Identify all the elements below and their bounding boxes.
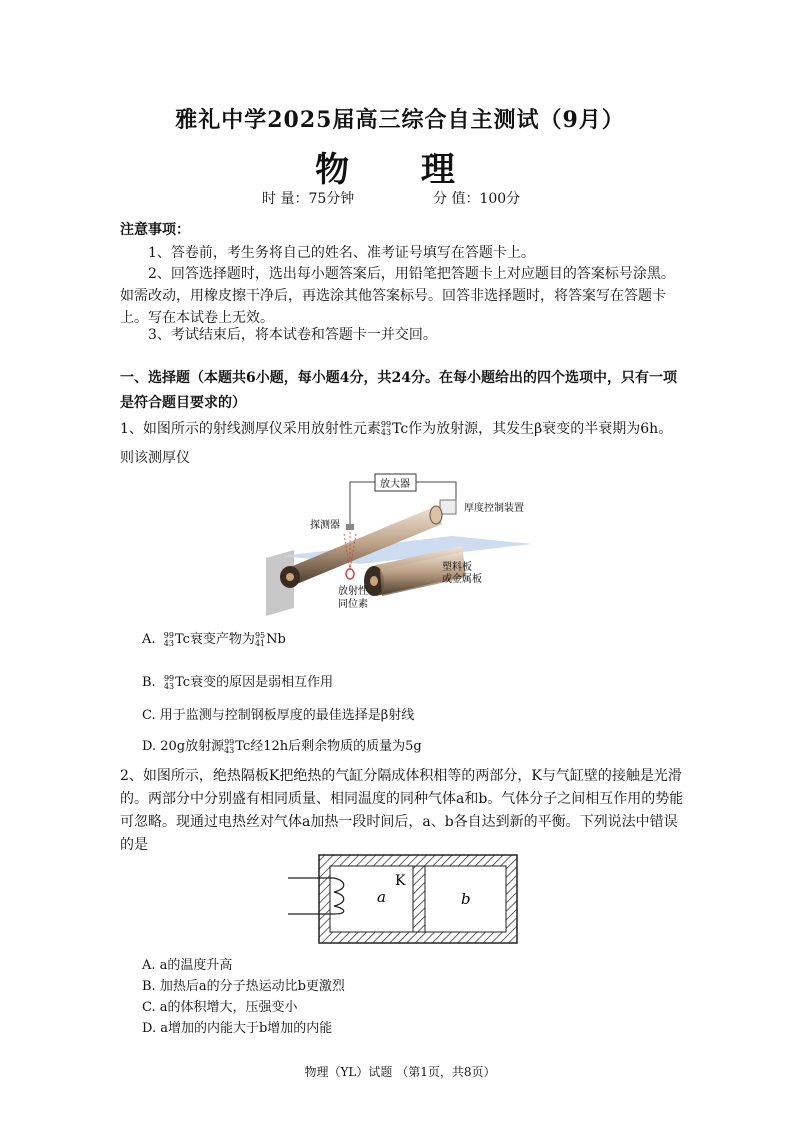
label-b: b [461,890,471,908]
wire-detector [350,482,375,525]
label-k: K [395,873,406,889]
question-2-stem: 2、如图所示，绝热隔板K把绝热的气缸分隔成体积相等的两部分，K与气缸壁的接触是光滑的。两部分中分别盛有相同质量、相同温度的同种气体a和b。气体分子之间相互作用的势能可忽略。现通过电热丝对气体a加热一段时间后，a、b各自达到新的平衡。下列说法中错误的是 [120,768,684,853]
q2-option-d: D. a增加的内能大于b增加的内能 [142,1021,333,1036]
notes-item-2: 2、回答选择题时，选出每小题答案后，用铅笔把答题卡上对应题目的答案标号涂黑。如需改动，用橡皮擦干净后，再选涂其他答案标号。回答非选择题时，将答案写在答题卡上。写在本试卷上无效。 [120,266,675,326]
page-footer: 物理（YL）试题 （第1页，共8页） [304,1065,496,1079]
q2-option-c: C. a的体积增大，压强变小 [142,1000,298,1015]
notes-item-1: 1、答卷前，考生务将自己的姓名、准考证号填写在答题卡上。 [148,245,535,261]
q1-option-c: C. 用于监测与控制钢板厚度的最佳选择是β射线 [142,708,415,723]
plate-label-1: 塑料板 [442,562,472,573]
exam-duration: 时 量：75分钟 [262,191,355,207]
source-label-1: 放射性 [338,586,368,597]
controller-label: 厚度控制装置 [464,503,524,514]
notes-item-3: 3、考试结束后，将本试卷和答题卡一并交回。 [148,327,437,343]
exam-title: 雅礼中学2025届高三综合自主测试（9月） [175,107,625,133]
isotope-tc: 99 43 [380,420,392,437]
controller-box [440,500,456,514]
detector-icon [346,524,354,530]
notes-heading: 注意事项： [120,222,190,238]
source-icon [346,569,354,579]
source-label-2: 同位素 [338,599,368,610]
section-1-heading: 一、选择题（本题共6小题，每小题4分，共24分。在每小题给出的四个选项中，只有一项是符合题目要求的） [120,370,677,411]
label-a: a [377,888,386,906]
amplifier-label: 放大器 [380,479,410,490]
detector-label: 探测器 [310,520,340,531]
subject-title: 物 理 [315,150,485,190]
plate-label-2: 或金属板 [442,574,482,585]
q2-option-b: B. 加热后a的分子热运动比b更激烈 [142,979,345,994]
cylinder-diagram [285,852,525,947]
q2-option-a: A. a的温度升高 [142,958,233,973]
q1-option-a: A. 99 43Tc衰变产物为95 41Nb [142,630,286,648]
thickness-gauge-diagram [262,470,582,620]
q1-option-b: B. 99 43Tc衰变的原因是弱相互作用 [142,673,334,691]
exam-score: 分 值：100分 [433,191,521,207]
question-1-stem: 1、如图所示的射线测厚仪采用放射性元素99 43Tc作为放射源，其发生β衰变的半衰期为6h。 [120,420,673,437]
q1-option-d: D. 20g放射源99 43Tc经12h后剩余物质的质量为5g [142,737,422,755]
question-1-stem-cont: 则该测厚仪 [120,450,190,466]
partition-k [413,866,425,932]
